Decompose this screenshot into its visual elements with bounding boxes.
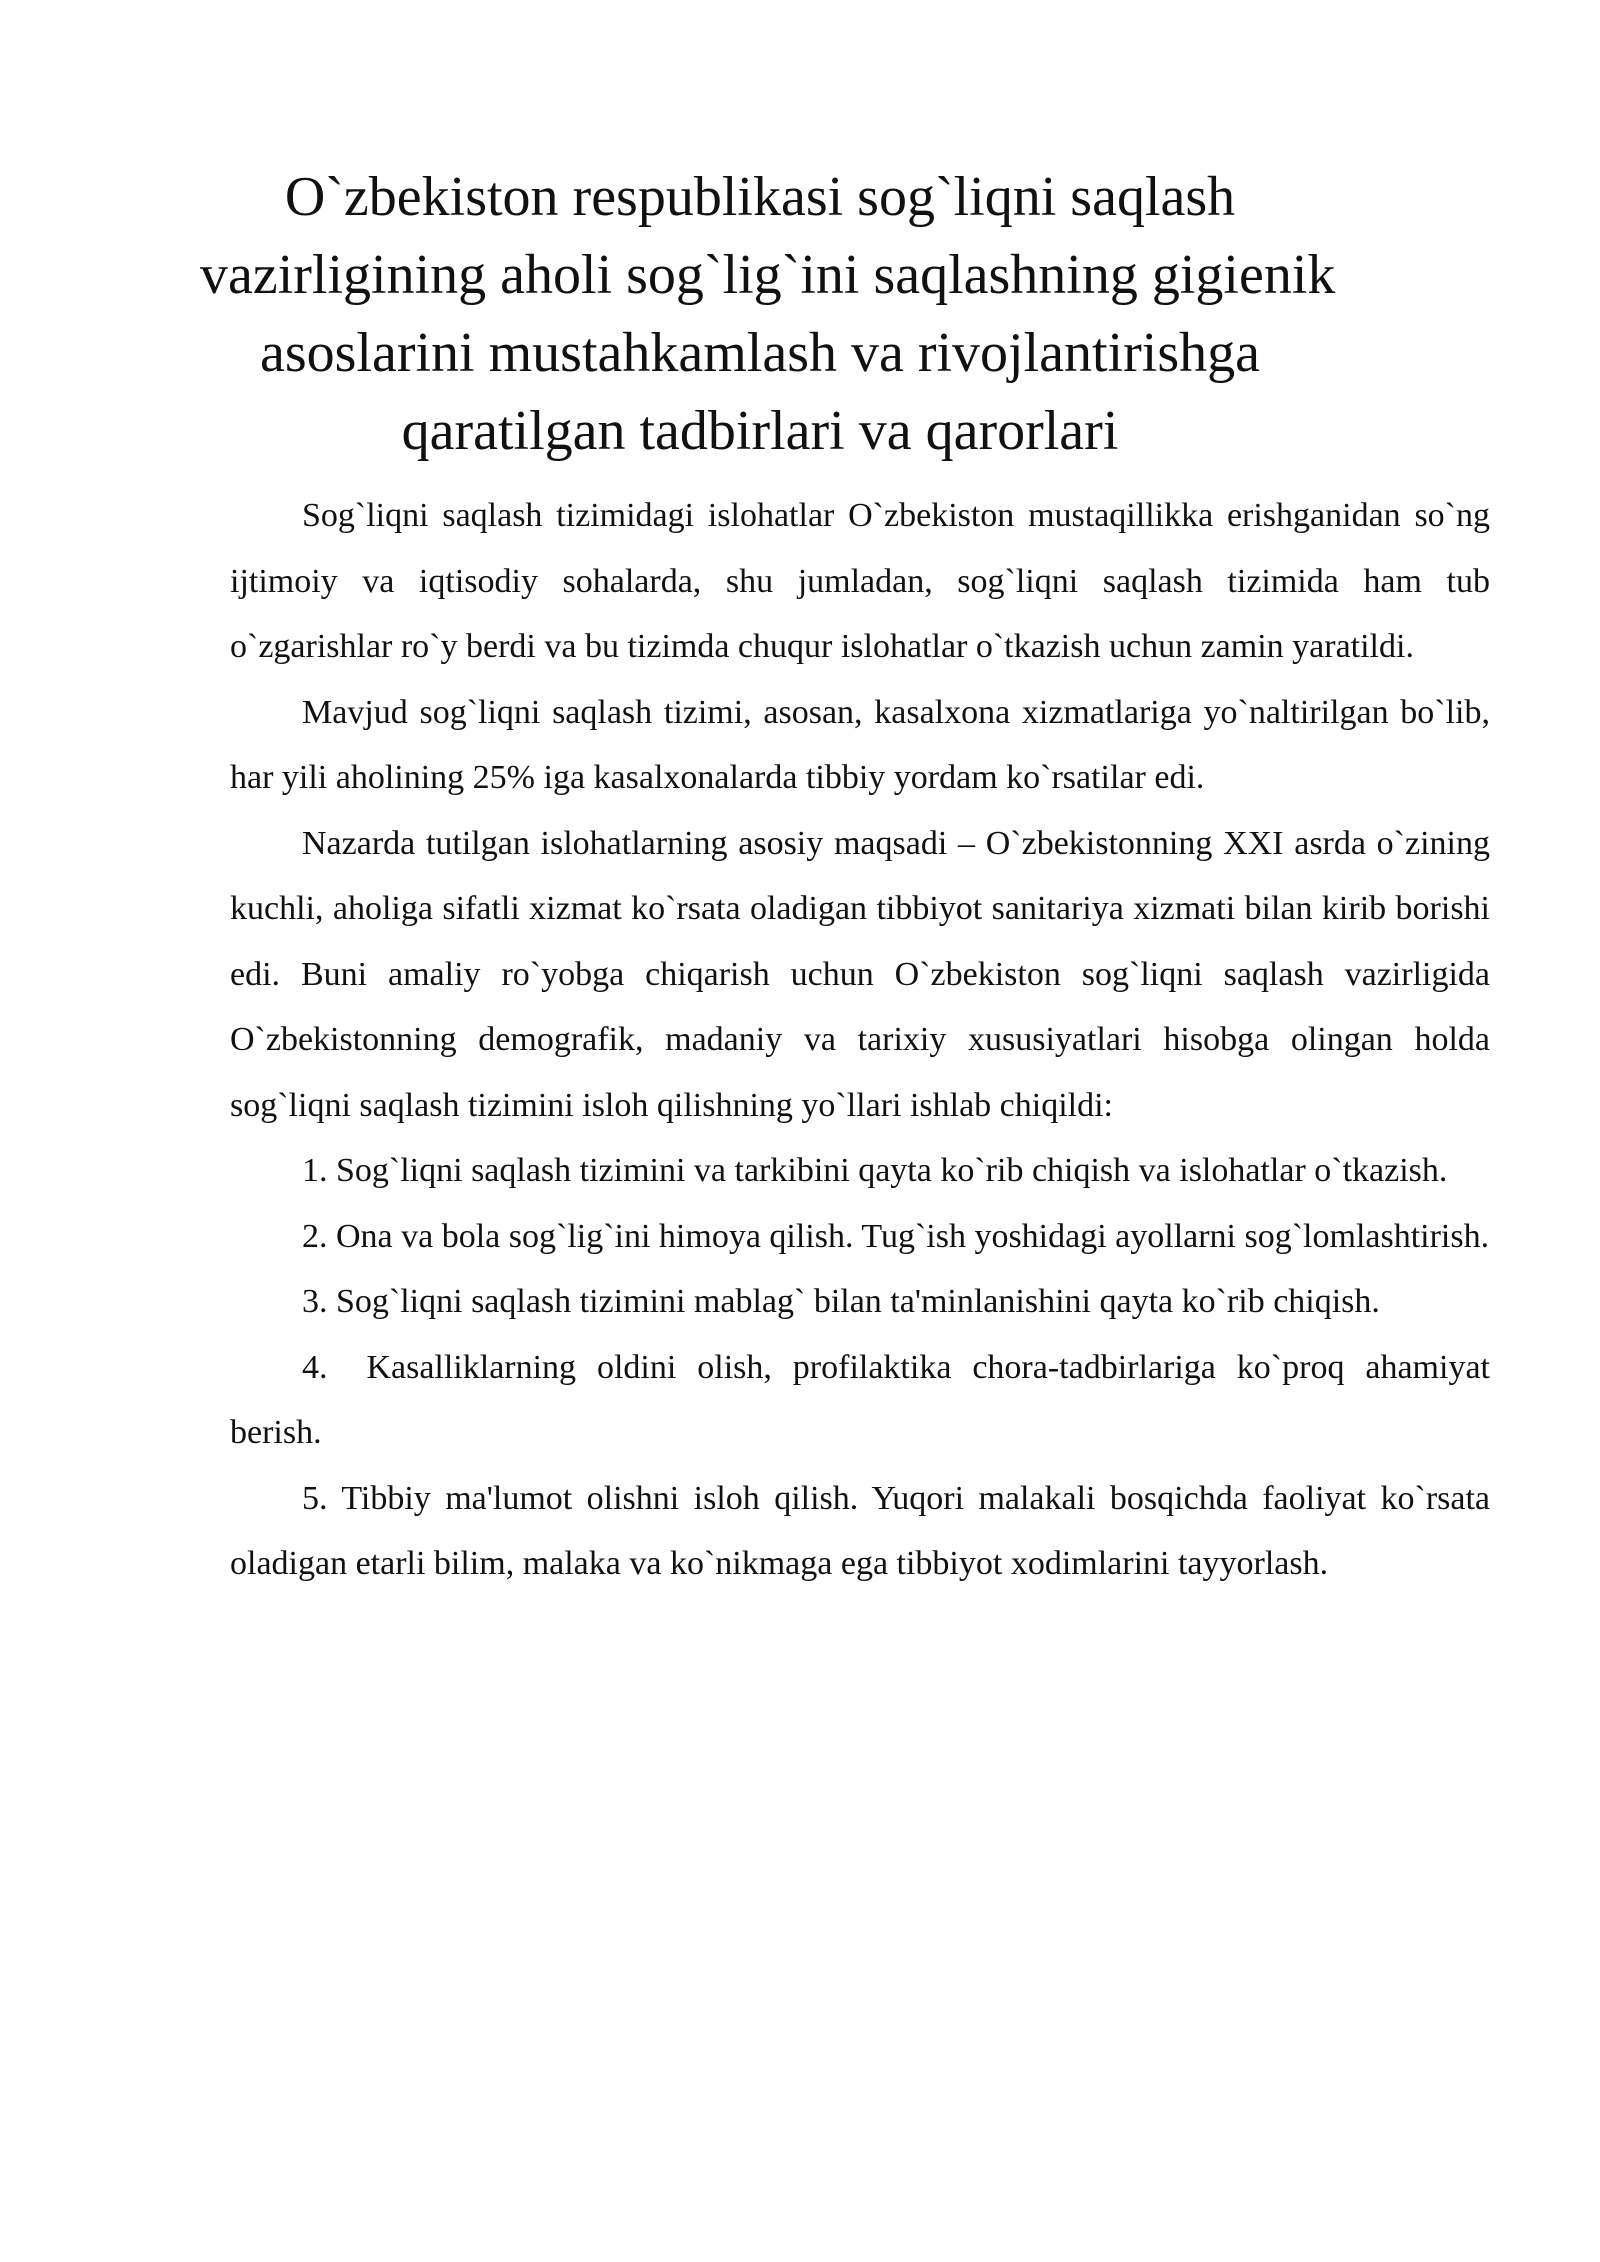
- list-item: [230, 1204, 1490, 1270]
- title-line: qaratilgan tadbirlari va qarorlari: [401, 400, 1119, 462]
- list-item: [230, 1138, 1490, 1204]
- list-item: [230, 1466, 1490, 1597]
- list-item-number: 5.: [302, 1479, 328, 1517]
- title-line: asoslarini mustahkamlash va rivojlantirishga: [259, 322, 1260, 384]
- title-line: vazirligining aholi sog`lig`ini saqlashning gigienik: [200, 244, 1336, 306]
- document-title: [200, 158, 1336, 470]
- list-item-text: Tibbiy ma'lumot olishni isloh qilish. Yuqori malakali bosqichda faoliyat ko`rsata oladigan etarli bilim, malaka va ko`nikmaga ega tibbiyot xodimlarini tayyorlash.: [230, 1479, 1490, 1582]
- list-item-number: 1.: [302, 1152, 328, 1189]
- list-item-number: 2.: [302, 1217, 328, 1255]
- paragraph: Sog`liqni saqlash tizimidagi islohatlar O`zbekiston mustaqillikka erishganidan so`ng ijtimoiy va iqtisodiy sohalarda, shu jumladan, sog`liqni saqlash tizimida ham tub o`zgarishlar ro`y berdi va bu tizimda chuqur islohatlar o`tkazish uchun zamin yaratildi.: [230, 497, 1490, 665]
- title-line: O`zbekiston respublikasi sog`liqni saqlash: [284, 166, 1236, 228]
- list-item: [230, 1335, 1490, 1466]
- paragraph: Mavjud sog`liqni saqlash tizimi, asosan, kasalxona xizmatlariga yo`naltirilgan bo`lib, har yili aholining 25% iga kasalxonalarda tibbiy yordam ko`rsatilar edi.: [230, 693, 1490, 796]
- list-item-number: 4.: [302, 1348, 328, 1386]
- list-item-number: 3.: [302, 1283, 328, 1320]
- paragraph: Nazarda tutilgan islohatlarning asosiy maqsadi – O`zbekistonning XXI asrda o`zining kuchli, aholiga sifatli xizmat ko`rsata oladigan tibbiyot sanitariya xizmati bilan kirib borishi edi. Buni amaliy ro`yobga chiqarish uchun O`zbekiston sog`liqni saqlash vazirligida O`zbekistonning demografik, madaniy va tarixiy xususiyatlari hisobga olingan holda sog`liqni saqlash tizimini isloh qilishning yo`llari ishlab chiqildi:: [230, 824, 1490, 1124]
- list-item-text: Ona va bola sog`lig`ini himoya qilish. Tug`ish yoshidagi ayollarni sog`lomlashtirish.: [336, 1217, 1490, 1255]
- list-item-text: Sog`liqni saqlash tizimini mablag` bilan ta'minlanishini qayta ko`rib chiqish.: [336, 1283, 1380, 1320]
- document-body: [230, 483, 1490, 1597]
- list-item: [230, 1269, 1490, 1335]
- list-item-text: Kasalliklarning oldini olish, profilaktika chora-tadbirlariga ko`proq ahamiyat berish.: [230, 1348, 1490, 1451]
- list-item-text: Sog`liqni saqlash tizimini va tarkibini qayta ko`rib chiqish va islohatlar o`tkazish.: [336, 1152, 1448, 1189]
